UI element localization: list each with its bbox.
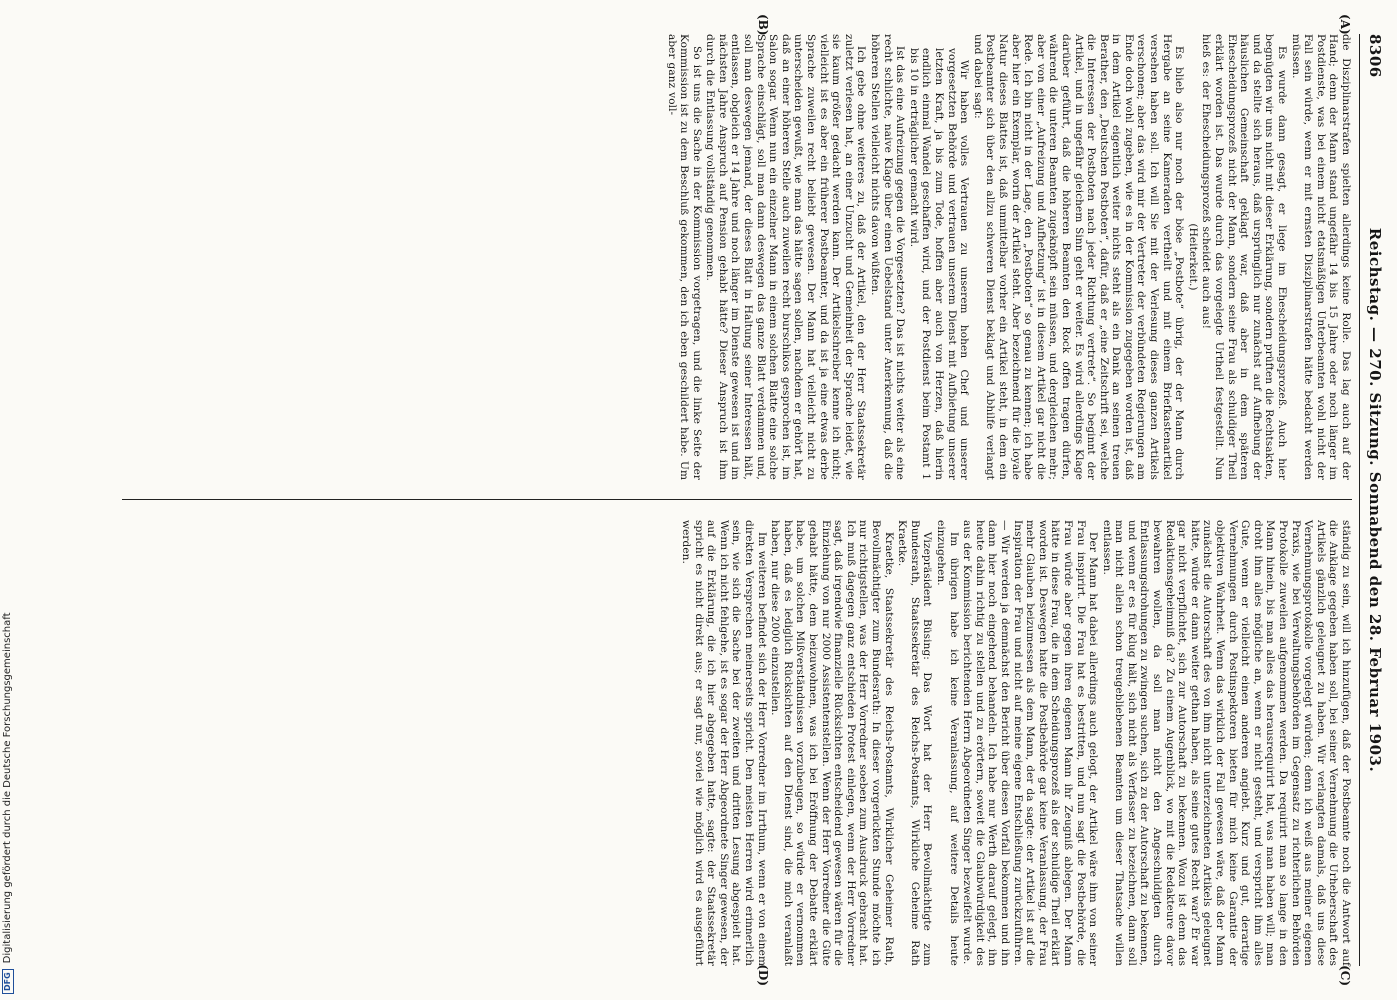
margin-marker-b: (B) bbox=[756, 14, 770, 36]
left-column bbox=[28, 34, 1352, 480]
newspaper-page bbox=[28, 10, 1388, 990]
credit-text: Digitalisierung gefördert durch die Deutsche Forschungsgemeinschaft bbox=[2, 612, 13, 964]
paragraph: Ich gebe ohne weiteres zu, daß der Artikel, den der Herr Staatssekretär zuletzt verlesen hat, an einer Unzucht und Gemeinheit der Sprache leidet, wie sie kaum größer gedacht werden kann. Der Artikelschreiber kenne ich nicht; vielleicht ist es aber ein früherer Postbeamter, und da ist ja eine etwas derbe Sprache zuweilen recht beliebt gewesen. Der Mann hat vielleicht nicht zu unterscheiden gewußt, wie man das hätte sagen sollen, nachdem er gehört hat, daß an einer höheren Stelle auch zuweilen recht burschikos gesprochen ist, im Salon sogar. Wenn nun ein einzelner Mann in einem solchen Blatte eine solche Sprache einschlägt, soll man dann deswegen das ganze Blatt verdammen und, soll man deswegen jemand, der dieses Blatt in Haltung seiner Interessen hält, entlassen, obgleich er 14 Jahre und noch länger im Dienste gewesen ist und im nächsten Jahre Anspruch auf Pension gehabt hätte? Dieser Anspruch ist ihm durch die Entlassung vollständig genommen. bbox=[704, 34, 868, 480]
dfg-logo: DFG bbox=[2, 969, 14, 994]
paragraph: Es blieb also nur noch der böse „Postbote“ übrig, der der Mann durch Hergabe an seine Kameraden vertheilt und mit einem Briefkastenartikel versehen haben soll. Ich will Sie mit der Verlesung dieses ganzen Artikels verschonen; aber das wird mir der Vertreter der verbündeten Regierungen am Ende doch wohl zugeben, wie es in der Kommission zugegeben worden ist, daß in dem Artikel eigentlich weiter nichts steht als ein Dank an seinen treuen Berather, den „Deutschen Postboten“, dafür, daß er „eine Zeitschrift sei, welche die Interessen der Postboten nach jeder Richtung vertrete“. So beginnt der Artikel, und in ungefähr gleichem Sinn geht er weiter. Es wird allerdings Klage darüber geführt, daß die höheren Beamten den Rock offen tragen dürfen, während die unteren Beamten zugeknöpft sein müssen, und dergleichen mehr; aber von einer „Aufreizung und Aufhetzung“ ist in diesem Artikel gar nicht die Rede. Ich bin nicht in der Lage, den „Postboten“ so genau zu kennen; ich habe aber hier ein Exemplar, worin der Artikel steht. Aber bezeichnend für die loyale Natur dieses Blattes ist, daß unmittelbar vorher ein Artikel steht, in dem ein Postbeamter sich über den allzu schweren Dienst beklagt und Abhilfe verlangt und dabei sagt: bbox=[971, 34, 1186, 480]
margin-marker-c: (C) bbox=[1338, 965, 1352, 986]
page-number: 8306 bbox=[1366, 34, 1384, 78]
column-divider bbox=[122, 499, 1352, 500]
paragraph: Vizepräsident Büsing: Das Wort hat der Herr Bevollmächtigte zum Bundesrath, Staatssekretär des Reichs-Postamts, Wirkliche Geheime Rath Kraetke. bbox=[896, 520, 934, 966]
digitization-credit bbox=[1, 0, 15, 1000]
paragraph: Ist das eine Aufreizung gegen die Vorgesetzten? Das ist nichts weiter als eine recht schlichte, naive Klage über einen Uebelstand unter Anerkennung, daß die höheren Stellen vielleicht nichts davon wüßten. bbox=[869, 34, 907, 480]
quotation: Wir haben volles Vertrauen zu unserem hohen Chef und unserer vorgesetzten Behörde und vertrauen unserem Dienst mit Aufbietung unserer letzten Kraft, ja bis zum Tode, hoffen aber auch von Herzen, daß hierin endlich einmal Wandel geschaffen wird, und der Postdienst beim Postamt 1 bis 10 in erträglicher gemacht wird. bbox=[907, 48, 971, 480]
paragraph: Im übrigen habe ich keine Veranlassung, auf weitere Details heute einzugehen. bbox=[935, 520, 960, 966]
page-header bbox=[1362, 34, 1388, 966]
paragraph: So ist uns die Sache in der Kommission vorgetragen, und die linke Seite der Kommission ist zu dem Beschluß gekommen, den ich eben geschildert habe. Um aber ganz voll- bbox=[665, 34, 703, 480]
paragraph: die Disziplinarstrafen spielten allerdings keine Rolle. Das lag auch auf der Hand; denn der Mann stand ungefähr 14 bis 15 Jahre oder noch länger im Postdienste, was bei einem nicht etatsmäßigen Unterbeamten wohl nicht der Fall sein würde, wenn er mit ernsten Disziplinarstrafen hätte bedacht werden müssen. bbox=[1289, 34, 1352, 480]
paragraph: ständig zu sein, will ich hinzufügen, daß der Postbeamte noch die Antwort auf die Anklage gegeben haben soll, bei seiner Vernehmung die Urheberschaft des Artikels gänzlich geleugnet zu haben. Wir verlangten damals, daß uns diese Vernehmungsprotokolle vorgelegt würden; denn ich weiß aus meiner eigenen Praxis, wie bei Verwaltungsbehörden im Gegensatz zu richterlichen Behörden Protokolle zuweilen aufgenommen werden. Da requirirt man so lange in den Mann hinein, bis man alles das herausrequirirt hat, was man haben will; man droht ihm alles mögliche an, wenn er nicht gesteht, und verspricht ihm alles Gute, wenn er vielleicht einen anderen angiebt. Kurz und gut, derartige Vernehmungen durch Postinspektoren bieten für mich keine Garantie der objektiven Wahrheit. Wenn das wirklich der Fall gewesen wäre, daß der Mann zunächst die Autorschaft des von ihm nicht unterzeichneten Artikels geleugnet hätte, würde er dann weiter gethan haben, als seine gutes Recht war? Er war gar nicht verpflichtet, sich zur Autorschaft zu bekennen. Wozu ist denn das Redaktionsgeheimniß da? Zu einem Augenblick, wo mit die Redakteure davor bewahren wollen, da soll man nicht den Angeschuldigten durch Entlassungsdrohungen zu zwingen suchen, sich zu der Autorschaft zu bekennen, und wenn er es für klug hält, sich nicht als Verfasser zu bezeichnen, dann soll man nicht allein schon treugebliebenen Beamten um dieser Thatsache willen entlassen. bbox=[1100, 520, 1352, 966]
margin-marker-d: (D) bbox=[756, 964, 770, 986]
interjection: (Heiterkeit.) bbox=[1186, 223, 1199, 291]
margin-marker-a: (A) bbox=[1338, 14, 1352, 35]
paragraph: Kraetke, Staatssekretär des Reichs-Postamts, Wirklicher Geheimer Rath, Bevollmächtigter zum Bundesrath: In dieser vorgerückten Stunde möchte ich nur richtigstellen, was der Herr Vorredner soeben zum Ausdruck gebracht hat. Ich muß dagegen ganz entschieden Protest einlegen, wenn der Herr Vorredner sagt, daß irgendwie finanzielle Rücksichten entscheidend gewesen wären für die Einziehung von nur 2000 Assistentenstellen. Wenn der Herr Vorredner die Güte gehabt hätte, dem beizuwohnen, was ich bei Eröffnung der Debatte erklärt habe, um solchen Mißverständnissen vorzubeugen, so würde er vernommen haben, daß es lediglich Rücksichten auf den Dienst sind, die mich veranlaßt haben, nur diese 2000 einzustellen. bbox=[769, 520, 895, 966]
paragraph: Im weiteren befindet sich der Herr Vorredner im Irrthum, wenn er von einem direkten Versprechen meinerseits spricht. Den meisten Herren wird erinnerlich sein, wie sich die Sache bei der zweiten und dritten Lesung abgespielt hat. Wenn ich nicht fehlgehe, ist es sogar der Herr Abgeordnete Singer gewesen, der auf die Erklärung, die ich hier abgegeben hatte, sagte: der Staatssekretär spricht es nicht direkt aus; er sagt nur, soviel wie möglich wird es ausgeführt werden. bbox=[680, 520, 768, 966]
page-title: Reichstag. — 270. Sitzung. Sonnabend den 28. Februar 1903. bbox=[1366, 227, 1384, 773]
paragraph: Der Mann hat dabei allerdings auch gelogt, der Artikel wäre ihm von seiner Frau inspirirt. Die Frau hat es bestritten, und nun sagt die Postbehörde, die Frau würde aber gegen ihren eigenen Mann ihr Zeugniß ablegen. Der Mann hätte in diese Frau, die in dem Scheidungsprozeß als der schuldige Theil erklärt worden ist. Deswegen hatte die Postbehörde gar keine Veranlassung, der Frau mehr Glauben beizumessen als dem Mann, der da sagte: der Artikel ist auf die Inspiration der Frau und nicht auf meine eigene Entschließung zurückzuführen. — Wir werden ja demnächst den Bericht über diesen Vorfall bekommen und ihn dann hier noch eingehend behandeln. Ich habe nur Werth darauf gelegt, ihn heute dahin richtig zu stellen und zu erörtern, soweit die Glaubwürdigkeit des aus der Kommission berichtenden Herrn Abgeordneten Singer bezweifelt wurde. bbox=[961, 520, 1100, 966]
text-columns bbox=[28, 14, 1352, 986]
header-rule bbox=[1359, 34, 1360, 966]
right-column bbox=[28, 520, 1352, 966]
paragraph: Es wurde dann gesagt, er liege im Ehescheidungsprozeß. Auch hier begnügten wir uns nicht mit dieser Erklärung, sondern prüften die Rechtsakten, und da stellte sich heraus, daß ursprünglich nur zunächst auf Aufhebung der häuslichen Gemeinschaft geklagt war, daß aber in dem späteren Ehescheidungsprozeß nicht der Mann, sondern seine Frau als schuldiger Theil erklärt worden ist. Das wurde durch das vorgelegte Urtheil festgestellt. Nun hieß es: der Ehescheidungsprozeß scheidet auch aus! bbox=[1200, 34, 1289, 480]
